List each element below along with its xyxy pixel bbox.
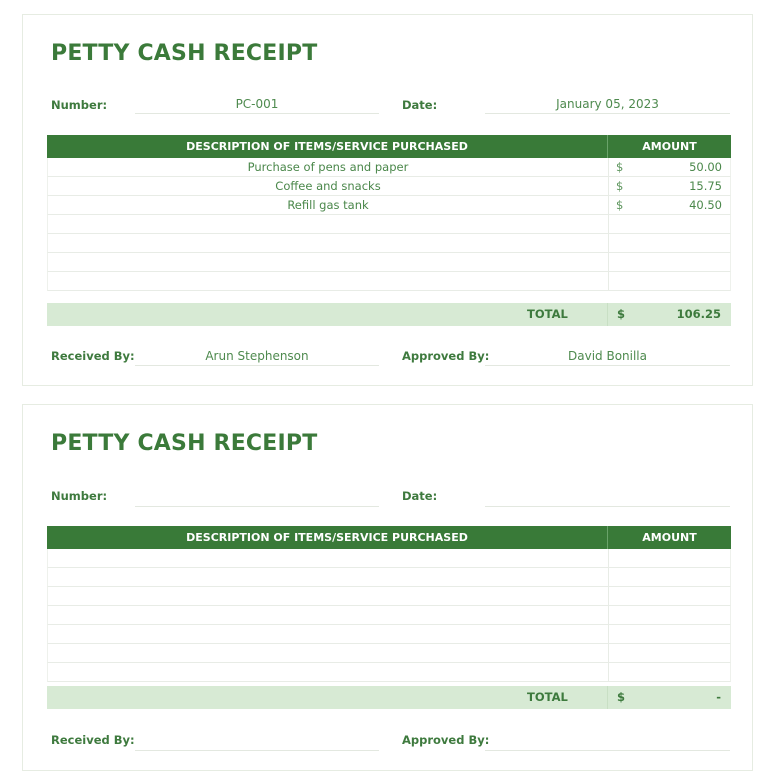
total-row — [47, 303, 731, 326]
date-label: Date: — [402, 98, 438, 112]
total-currency: $ — [617, 690, 626, 704]
receipt-title: PETTY CASH RECEIPT — [51, 431, 318, 456]
approved-by-field[interactable] — [485, 732, 730, 751]
item-description — [48, 549, 609, 567]
item-description: Refill gas tank — [48, 196, 609, 214]
total-amount: - — [716, 690, 721, 704]
table-row[interactable] — [47, 644, 731, 663]
receipt-title: PETTY CASH RECEIPT — [51, 41, 318, 66]
total-row — [47, 686, 731, 709]
approved-by-field[interactable]: David Bonilla — [485, 347, 730, 366]
date-field[interactable] — [485, 488, 730, 507]
received-by-field[interactable] — [135, 732, 379, 751]
table-header — [47, 526, 731, 549]
column-divider — [607, 686, 608, 709]
receipt-card-1 — [22, 14, 753, 386]
currency-symbol: $ — [616, 179, 624, 193]
table-row[interactable] — [47, 549, 731, 568]
items-table — [47, 135, 731, 327]
received-by-label: Received By: — [51, 349, 135, 363]
item-description — [48, 234, 609, 252]
received-by-label: Received By: — [51, 733, 135, 747]
item-description — [48, 272, 609, 290]
table-header — [47, 135, 731, 158]
number-field[interactable]: PC-001 — [135, 95, 379, 114]
item-description — [48, 253, 609, 271]
amount-column-header: AMOUNT — [642, 531, 697, 544]
column-divider — [607, 303, 608, 326]
item-description — [48, 625, 609, 643]
approved-by-label: Approved By: — [402, 349, 490, 363]
item-description — [48, 644, 609, 662]
item-description — [48, 587, 609, 605]
item-description — [48, 663, 609, 681]
description-column-header: DESCRIPTION OF ITEMS/SERVICE PURCHASED — [47, 135, 608, 158]
item-description — [48, 568, 609, 586]
number-label: Number: — [51, 98, 108, 112]
number-label: Number: — [51, 489, 108, 503]
items-table — [47, 526, 731, 710]
date-field[interactable]: January 05, 2023 — [485, 95, 730, 114]
item-description — [48, 215, 609, 233]
table-row[interactable] — [47, 587, 731, 606]
item-description: Coffee and snacks — [48, 177, 609, 195]
table-row[interactable] — [47, 272, 731, 291]
description-column-header: DESCRIPTION OF ITEMS/SERVICE PURCHASED — [47, 526, 608, 549]
table-row[interactable] — [47, 158, 731, 177]
date-label: Date: — [402, 489, 438, 503]
table-row[interactable] — [47, 606, 731, 625]
item-amount: 50.00 — [689, 160, 722, 174]
item-amount: 40.50 — [689, 198, 722, 212]
approved-by-label: Approved By: — [402, 733, 490, 747]
table-row[interactable] — [47, 234, 731, 253]
table-row[interactable] — [47, 253, 731, 272]
currency-symbol: $ — [616, 160, 624, 174]
total-amount: 106.25 — [676, 307, 721, 321]
currency-symbol: $ — [616, 198, 624, 212]
table-row[interactable] — [47, 663, 731, 682]
total-currency: $ — [617, 307, 626, 321]
total-label: TOTAL — [527, 307, 568, 321]
received-by-field[interactable]: Arun Stephenson — [135, 347, 379, 366]
table-row[interactable] — [47, 568, 731, 587]
table-row[interactable] — [47, 177, 731, 196]
amount-column-header: AMOUNT — [642, 140, 697, 153]
item-description — [48, 606, 609, 624]
total-label: TOTAL — [527, 690, 568, 704]
table-row[interactable] — [47, 196, 731, 215]
item-amount: 15.75 — [689, 179, 722, 193]
item-description: Purchase of pens and paper — [48, 158, 609, 176]
table-row[interactable] — [47, 215, 731, 234]
receipt-card-2 — [22, 404, 753, 771]
table-row[interactable] — [47, 625, 731, 644]
number-field[interactable] — [135, 488, 379, 507]
